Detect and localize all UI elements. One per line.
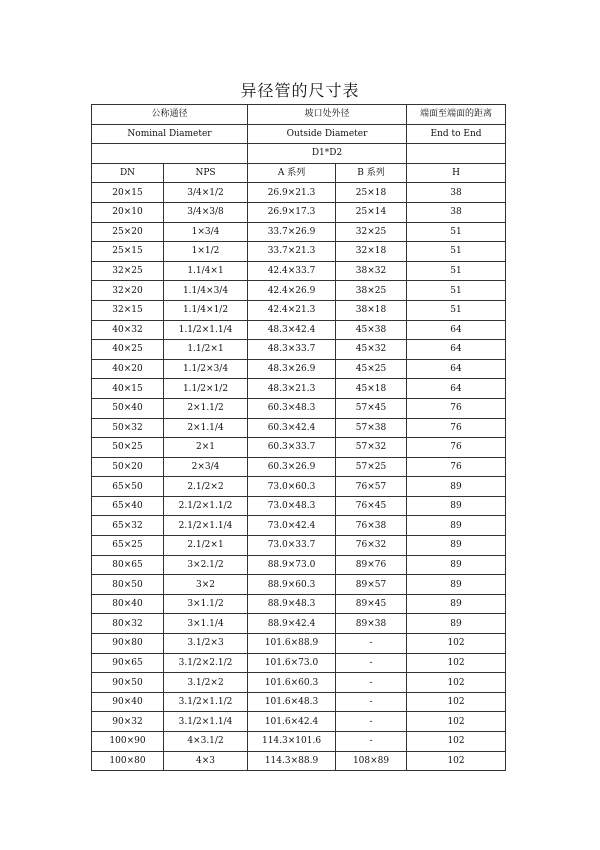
cell-nps: 3/4×1/2: [164, 183, 248, 203]
cell-series-a: 88.9×73.0: [248, 555, 336, 575]
cell-h: 89: [407, 536, 506, 556]
cell-series-a: 60.3×33.7: [248, 438, 336, 458]
cell-nps: 3×2.1/2: [164, 555, 248, 575]
header-h: H: [407, 163, 506, 183]
table-row: [92, 516, 506, 536]
cell-h: 64: [407, 340, 506, 360]
cell-series-b: 76×57: [336, 477, 407, 497]
table-row: [92, 183, 506, 203]
table-row: [92, 653, 506, 673]
cell-series-b: 45×18: [336, 379, 407, 399]
cell-nps: 1.1/2×3/4: [164, 359, 248, 379]
table-row: [92, 261, 506, 281]
cell-h: 102: [407, 751, 506, 771]
cell-series-a: 60.3×26.9: [248, 457, 336, 477]
cell-dn: 50×32: [92, 418, 164, 438]
cell-dn: 25×15: [92, 242, 164, 262]
cell-series-b: -: [336, 712, 407, 732]
cell-series-a: 48.3×33.7: [248, 340, 336, 360]
cell-series-a: 48.3×42.4: [248, 320, 336, 340]
cell-series-a: 88.9×42.4: [248, 614, 336, 634]
cell-nps: 2.1/2×1.1/4: [164, 516, 248, 536]
header-outside-cn: 坡口处外径: [248, 105, 407, 125]
cell-series-a: 73.0×33.7: [248, 536, 336, 556]
cell-series-b: 108×89: [336, 751, 407, 771]
cell-series-b: 32×18: [336, 242, 407, 262]
table-row: [92, 457, 506, 477]
cell-h: 51: [407, 261, 506, 281]
header-row-columns: [92, 163, 506, 183]
cell-dn: 40×15: [92, 379, 164, 399]
cell-nps: 2×1.1/2: [164, 398, 248, 418]
cell-series-a: 48.3×21.3: [248, 379, 336, 399]
table-row: [92, 418, 506, 438]
cell-dn: 40×32: [92, 320, 164, 340]
cell-h: 102: [407, 732, 506, 752]
cell-series-b: 57×45: [336, 398, 407, 418]
cell-h: 89: [407, 594, 506, 614]
cell-series-b: 76×38: [336, 516, 407, 536]
table-row: [92, 438, 506, 458]
table-row: [92, 320, 506, 340]
header-row-cn: [92, 105, 506, 125]
cell-nps: 1×1/2: [164, 242, 248, 262]
cell-dn: 65×32: [92, 516, 164, 536]
cell-series-b: 32×25: [336, 222, 407, 242]
cell-nps: 1.1/4×1/2: [164, 300, 248, 320]
table-row: [92, 751, 506, 771]
cell-series-b: 89×76: [336, 555, 407, 575]
cell-dn: 40×20: [92, 359, 164, 379]
cell-h: 38: [407, 183, 506, 203]
cell-series-a: 101.6×42.4: [248, 712, 336, 732]
header-nominal-cn: 公称通径: [92, 105, 248, 125]
cell-series-b: 57×25: [336, 457, 407, 477]
cell-dn: 90×40: [92, 692, 164, 712]
cell-series-a: 42.4×26.9: [248, 281, 336, 301]
cell-series-b: 57×38: [336, 418, 407, 438]
cell-h: 102: [407, 673, 506, 693]
table-row: [92, 594, 506, 614]
cell-nps: 4×3: [164, 751, 248, 771]
header-outside-en: Outside Diameter: [248, 124, 407, 144]
cell-h: 76: [407, 398, 506, 418]
cell-dn: 25×20: [92, 222, 164, 242]
cell-nps: 3×1.1/2: [164, 594, 248, 614]
cell-dn: 90×32: [92, 712, 164, 732]
cell-h: 89: [407, 555, 506, 575]
table-row: [92, 555, 506, 575]
table-row: [92, 300, 506, 320]
cell-series-b: 45×32: [336, 340, 407, 360]
cell-series-a: 73.0×42.4: [248, 516, 336, 536]
cell-h: 89: [407, 575, 506, 595]
header-blank-right: [407, 144, 506, 164]
cell-series-b: 45×25: [336, 359, 407, 379]
table-row: [92, 496, 506, 516]
cell-h: 102: [407, 692, 506, 712]
cell-nps: 2.1/2×1.1/2: [164, 496, 248, 516]
cell-dn: 65×40: [92, 496, 164, 516]
cell-dn: 100×80: [92, 751, 164, 771]
cell-series-b: -: [336, 692, 407, 712]
cell-series-b: -: [336, 673, 407, 693]
cell-series-a: 73.0×48.3: [248, 496, 336, 516]
header-series-b: B 系列: [336, 163, 407, 183]
cell-dn: 32×20: [92, 281, 164, 301]
table-row: [92, 222, 506, 242]
cell-h: 64: [407, 359, 506, 379]
cell-nps: 2×1.1/4: [164, 418, 248, 438]
cell-dn: 80×32: [92, 614, 164, 634]
cell-h: 89: [407, 477, 506, 497]
cell-nps: 3×2: [164, 575, 248, 595]
cell-nps: 1.1/2×1: [164, 340, 248, 360]
cell-series-b: -: [336, 732, 407, 752]
cell-series-a: 26.9×21.3: [248, 183, 336, 203]
cell-h: 51: [407, 281, 506, 301]
cell-series-a: 101.6×48.3: [248, 692, 336, 712]
cell-h: 102: [407, 653, 506, 673]
cell-nps: 1.1/2×1/2: [164, 379, 248, 399]
cell-series-a: 26.9×17.3: [248, 202, 336, 222]
cell-nps: 2×1: [164, 438, 248, 458]
cell-h: 64: [407, 379, 506, 399]
cell-series-a: 88.9×48.3: [248, 594, 336, 614]
header-end-en: End to End: [407, 124, 506, 144]
table-body: [92, 105, 506, 771]
cell-series-a: 101.6×60.3: [248, 673, 336, 693]
cell-series-a: 88.9×60.3: [248, 575, 336, 595]
cell-dn: 32×15: [92, 300, 164, 320]
cell-series-b: 38×32: [336, 261, 407, 281]
cell-nps: 1.1/2×1.1/4: [164, 320, 248, 340]
cell-dn: 65×25: [92, 536, 164, 556]
cell-series-b: 76×45: [336, 496, 407, 516]
cell-series-b: 25×14: [336, 202, 407, 222]
table-row: [92, 340, 506, 360]
table-row: [92, 398, 506, 418]
cell-series-a: 33.7×21.3: [248, 242, 336, 262]
cell-series-a: 33.7×26.9: [248, 222, 336, 242]
cell-series-b: 89×57: [336, 575, 407, 595]
cell-series-a: 60.3×42.4: [248, 418, 336, 438]
cell-nps: 3×1.1/4: [164, 614, 248, 634]
cell-h: 51: [407, 242, 506, 262]
cell-h: 76: [407, 418, 506, 438]
cell-nps: 4×3.1/2: [164, 732, 248, 752]
cell-nps: 3.1/2×1.1/4: [164, 712, 248, 732]
cell-nps: 3.1/2×2: [164, 673, 248, 693]
cell-series-a: 60.3×48.3: [248, 398, 336, 418]
cell-dn: 90×80: [92, 634, 164, 654]
cell-dn: 80×65: [92, 555, 164, 575]
table-row: [92, 379, 506, 399]
table-row: [92, 614, 506, 634]
cell-series-b: 25×18: [336, 183, 407, 203]
cell-h: 102: [407, 634, 506, 654]
cell-nps: 1.1/4×1: [164, 261, 248, 281]
cell-dn: 65×50: [92, 477, 164, 497]
cell-dn: 50×25: [92, 438, 164, 458]
cell-series-b: 45×38: [336, 320, 407, 340]
cell-series-b: -: [336, 653, 407, 673]
cell-series-a: 42.4×33.7: [248, 261, 336, 281]
table-row: [92, 536, 506, 556]
cell-h: 38: [407, 202, 506, 222]
table-row: [92, 712, 506, 732]
cell-series-a: 114.3×88.9: [248, 751, 336, 771]
table-row: [92, 359, 506, 379]
cell-series-b: 89×45: [336, 594, 407, 614]
cell-series-a: 48.3×26.9: [248, 359, 336, 379]
cell-dn: 90×65: [92, 653, 164, 673]
cell-dn: 50×20: [92, 457, 164, 477]
cell-dn: 80×40: [92, 594, 164, 614]
cell-dn: 80×50: [92, 575, 164, 595]
table-row: [92, 673, 506, 693]
header-dn: DN: [92, 163, 164, 183]
header-d1d2: D1*D2: [248, 144, 407, 164]
cell-series-b: 38×25: [336, 281, 407, 301]
cell-nps: 1×3/4: [164, 222, 248, 242]
header-nps: NPS: [164, 163, 248, 183]
cell-nps: 3.1/2×3: [164, 634, 248, 654]
cell-dn: 32×25: [92, 261, 164, 281]
cell-nps: 2.1/2×2: [164, 477, 248, 497]
table-row: [92, 202, 506, 222]
cell-h: 76: [407, 438, 506, 458]
table-row: [92, 634, 506, 654]
cell-series-a: 114.3×101.6: [248, 732, 336, 752]
table-row: [92, 692, 506, 712]
header-row-en: [92, 124, 506, 144]
cell-series-b: 38×18: [336, 300, 407, 320]
cell-nps: 2×3/4: [164, 457, 248, 477]
cell-nps: 3/4×3/8: [164, 202, 248, 222]
cell-series-b: 89×38: [336, 614, 407, 634]
table-row: [92, 575, 506, 595]
header-nominal-en: Nominal Diameter: [92, 124, 248, 144]
header-blank-left: [92, 144, 248, 164]
header-end-cn: 端面至端面的距离: [407, 105, 506, 125]
cell-series-b: 57×32: [336, 438, 407, 458]
cell-nps: 3.1/2×2.1/2: [164, 653, 248, 673]
cell-series-a: 101.6×88.9: [248, 634, 336, 654]
cell-series-a: 42.4×21.3: [248, 300, 336, 320]
cell-nps: 3.1/2×1.1/2: [164, 692, 248, 712]
cell-nps: 1.1/4×3/4: [164, 281, 248, 301]
reducer-dimension-table: [91, 104, 506, 771]
cell-series-b: -: [336, 634, 407, 654]
cell-h: 51: [407, 300, 506, 320]
cell-h: 89: [407, 614, 506, 634]
cell-dn: 20×15: [92, 183, 164, 203]
cell-h: 89: [407, 496, 506, 516]
table-row: [92, 732, 506, 752]
cell-h: 76: [407, 457, 506, 477]
cell-dn: 40×25: [92, 340, 164, 360]
table-row: [92, 242, 506, 262]
header-row-d1d2: [92, 144, 506, 164]
cell-dn: 100×90: [92, 732, 164, 752]
cell-dn: 20×10: [92, 202, 164, 222]
cell-h: 51: [407, 222, 506, 242]
cell-series-b: 76×32: [336, 536, 407, 556]
cell-series-a: 101.6×73.0: [248, 653, 336, 673]
cell-nps: 2.1/2×1: [164, 536, 248, 556]
table-row: [92, 281, 506, 301]
cell-dn: 90×50: [92, 673, 164, 693]
header-series-a: A 系列: [248, 163, 336, 183]
table-row: [92, 477, 506, 497]
cell-series-a: 73.0×60.3: [248, 477, 336, 497]
cell-dn: 50×40: [92, 398, 164, 418]
cell-h: 89: [407, 516, 506, 536]
page-title: 异径管的尺寸表: [240, 81, 360, 100]
cell-h: 64: [407, 320, 506, 340]
cell-h: 102: [407, 712, 506, 732]
